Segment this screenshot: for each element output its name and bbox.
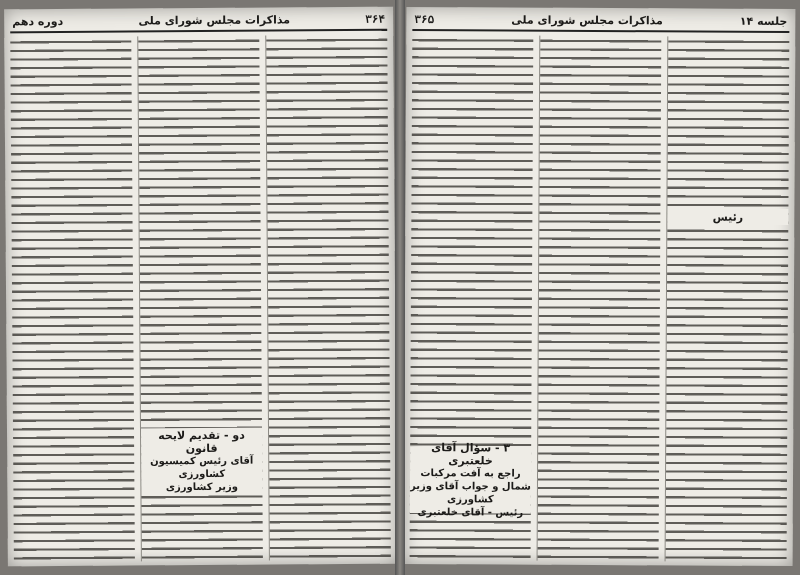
right-column-headline: جلسه ۱۴ [739, 14, 788, 28]
right-section-heading [409, 441, 531, 519]
right-speaker-label [667, 208, 788, 225]
right-columns [410, 35, 790, 562]
left-columns [10, 35, 391, 563]
left-running-title: مذاکرات مجلس شورای ملی [138, 12, 291, 27]
left-running-head [10, 11, 387, 34]
right-section-subtitle: راجع به آفت مرکبات شمال و جواب آقای وزیر کشاورزی [409, 468, 531, 506]
left-column-1 [265, 35, 391, 561]
right-column-3 [410, 35, 534, 561]
right-column-1 [665, 36, 790, 562]
right-running-title: مذاکرات مجلس شورای ملی [511, 13, 663, 27]
left-column-2 [137, 36, 263, 562]
left-column-3 [10, 36, 135, 562]
book-gutter [395, 0, 405, 575]
right-speaker: رئیس [712, 210, 744, 224]
left-section-heading [141, 428, 262, 495]
right-page [404, 7, 796, 566]
left-section-title: دو - تقدیم لایحه قانون [158, 428, 245, 455]
left-section-subtitle: آقای رئیس کمیسیون کشاورزی [150, 455, 254, 480]
left-page-number: ۳۶۴ [365, 12, 386, 26]
left-column-headline: دوره دهم [12, 14, 64, 28]
right-column-2 [537, 36, 662, 562]
right-page-number: ۳۶۵ [414, 12, 435, 26]
right-section-speaker: رئیس - آقای خلعتبری [417, 507, 524, 519]
left-page [4, 7, 397, 567]
left-section-speaker: وزیر کشاورزی [165, 481, 238, 493]
right-running-head [412, 11, 789, 33]
right-section-title: ۳ - سؤال آقای خلعتبری [431, 441, 511, 468]
